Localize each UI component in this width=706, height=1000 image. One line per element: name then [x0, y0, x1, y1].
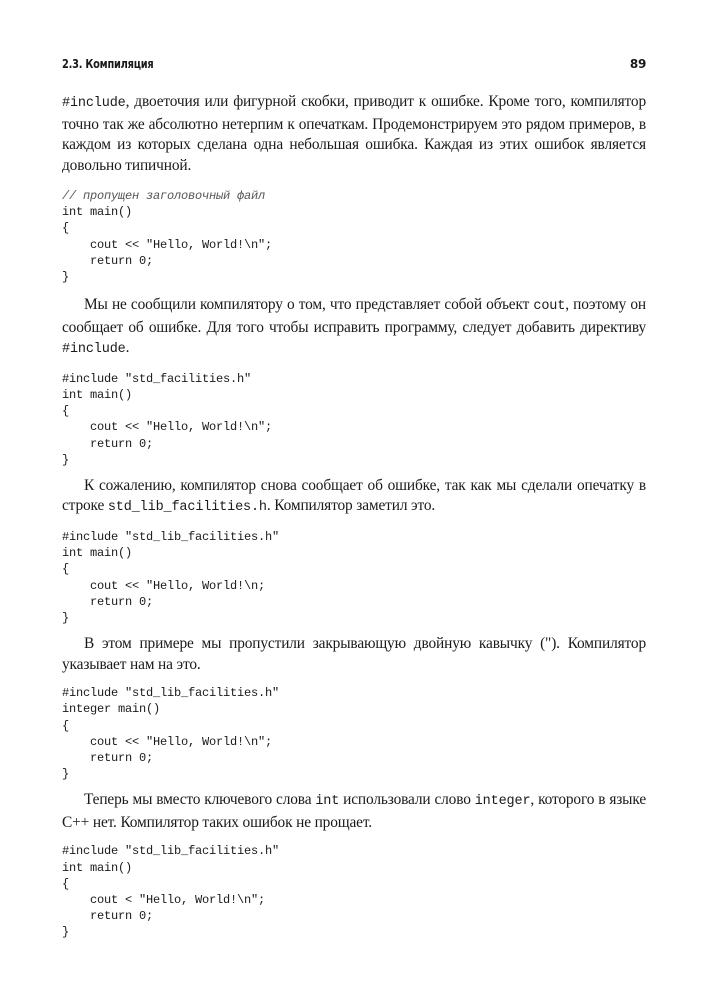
code-block-5: [62, 843, 646, 940]
code-line: {: [62, 718, 70, 733]
paragraph-text: , которого в языке C++ нет. Компилятор таких ошибок не прощает.: [62, 791, 646, 831]
code-line: return 0;: [62, 594, 154, 609]
inline-code: #include: [62, 96, 126, 111]
code-line: {: [62, 562, 70, 577]
code-block-4: [62, 685, 646, 782]
paragraph-text: , поэтому он сообщает об ошибке. Для того чтобы исправить программу, следует добавить директиву: [62, 296, 646, 336]
code-line: int main(): [62, 546, 133, 561]
paragraph-text: Теперь мы вместо ключевого слова: [84, 791, 316, 809]
paragraph-text: Мы не сообщили компилятору о том, что представляет собой объект: [84, 296, 534, 314]
code-line: cout << "Hello, World!\n;: [62, 578, 266, 593]
paragraph-text: . Компилятор заметил это.: [266, 497, 436, 515]
code-line: {: [62, 221, 70, 236]
code-line: integer main(): [62, 702, 161, 717]
code-line: int main(): [62, 860, 133, 875]
inline-code: std_lib_facilities.h: [107, 500, 267, 516]
code-line: }: [62, 925, 70, 940]
paragraph-4: [62, 634, 646, 675]
code-line: int main(): [62, 387, 133, 402]
inline-code: #include: [62, 342, 126, 358]
code-line: }: [62, 452, 70, 467]
paragraph-3: [62, 476, 646, 519]
section-title: 2.3. Компиляция: [62, 57, 154, 71]
paragraph-text: .: [125, 339, 130, 357]
inline-code: int: [315, 794, 340, 810]
book-page: [62, 54, 646, 941]
code-line: cout << "Hello, World!\n";: [62, 420, 273, 435]
code-block-3: [62, 529, 646, 626]
inline-code: cout: [533, 299, 566, 315]
code-line: cout << "Hello, World!\n";: [62, 237, 273, 252]
inline-code: integer: [474, 794, 531, 810]
code-line: #include "std_lib_facilities.h": [62, 686, 280, 701]
paragraph-2: [62, 295, 646, 361]
paragraph-text: , двоеточия или фигурной скобки, приводит к ошибке. Кроме того, компилятор точно так же абсолютно нетерпим к опечаткам. Продемонстрируем это рядом примеров, в каждом из которых сделана одна небольшая ошибка. Каждая из этих ошибок является довольно типичной.: [62, 93, 646, 174]
code-line: return 0;: [62, 253, 154, 268]
code-line: #include "std_lib_facilities.h": [62, 529, 280, 544]
code-line: #include "std_facilities.h": [62, 371, 252, 386]
paragraph-intro: [62, 92, 646, 176]
running-header: [62, 54, 646, 74]
code-line: cout << "Hello, World!\n";: [62, 734, 273, 749]
page-number: 89: [629, 57, 646, 71]
code-block-1: [62, 188, 646, 285]
code-line: }: [62, 270, 70, 285]
code-comment: // пропущен заголовочный файл: [62, 189, 266, 203]
code-line: return 0;: [62, 750, 154, 765]
code-line: return 0;: [62, 909, 154, 924]
code-line: }: [62, 610, 70, 625]
code-line: {: [62, 876, 70, 891]
paragraph-text: К сожалению, компилятор снова сообщает об ошибке, так как мы сделали опечатку в строке: [62, 476, 646, 515]
code-line: }: [62, 767, 70, 782]
code-line: #include "std_lib_facilities.h": [62, 844, 280, 859]
paragraph-text: В этом примере мы пропустили закрывающую двойную кавычку ("). Компилятор указывает нам на это.: [62, 635, 646, 673]
code-line: return 0;: [62, 436, 154, 451]
code-line: cout < "Hello, World!\n";: [62, 892, 266, 907]
paragraph-text: использовали слово: [339, 791, 475, 809]
code-line: int main(): [62, 205, 133, 220]
code-block-2: [62, 371, 646, 468]
code-line: {: [62, 404, 70, 419]
paragraph-5: [62, 790, 646, 833]
